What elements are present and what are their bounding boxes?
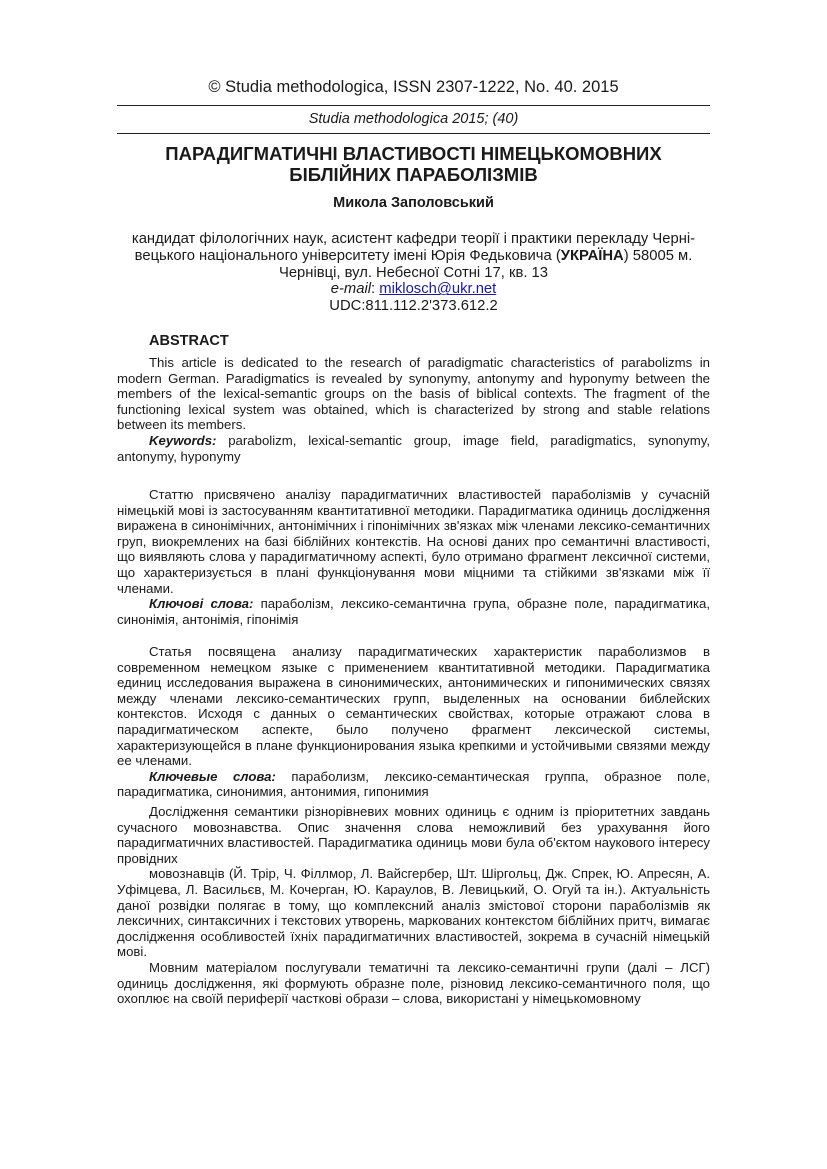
title-line-1: ПАРАДИГМАТИЧНІ ВЛАСТИВОСТІ НІМЕЦЬКОМОВНИХ (165, 143, 662, 164)
abstract-heading: ABSTRACT (149, 333, 229, 349)
keywords-list: parabolizm, lexical-semantic group, image field, paradigmatics, synonymy, antonymy, hyponymy (117, 432, 710, 464)
email-label: e-mail (330, 281, 372, 298)
title-line-2: БІБЛІЙНИХ ПАРАБОЛІЗМІВ (289, 164, 538, 185)
header-rule-bottom (117, 133, 710, 134)
header-rule-top (117, 105, 710, 106)
email-separator: : (371, 281, 380, 298)
abstract-english (117, 355, 710, 464)
keywords-english (117, 433, 710, 464)
author-name: Микола Заполовський (333, 195, 494, 211)
body-paragraph: Дослідження семантики різнорівневих мовних одиниць є одним із пріоритетних завдань сучасного мовознавства. Опис значення слова неможливий без урахування його парадигматичних властивостей. Парадигматика одиниць мови була об'єктом наукового інтересу провідних (117, 804, 710, 866)
email-line (117, 281, 710, 298)
keywords-ukrainian (117, 596, 710, 627)
country: УКРАЇНА (560, 247, 624, 264)
abstract-russian (117, 644, 710, 800)
abstract-ukrainian-text: Статтю присвячено аналізу парадигматичних властивостей параболізмів у сучасній німецькій мові із застосуванням квантитативної методики. Парадигматика одиниць дослідження виражена в синонімічних, антонімічних і гіпонімічних зв'язках між членами лексико-семантичних груп, виокремлених на базі біблійних контекстів. На основі даних про семантичні властивості, що виявляють слова у парадигматичному аспекті, було отримано фрагмент лексичної системи, що характеризується в плані функціонування мови міцними та стійкими зв'язками між її членами. (117, 487, 710, 596)
email-link[interactable]: miklosch@ukr.net (379, 281, 497, 298)
affiliation-line-2 (117, 248, 710, 265)
author-affiliation (117, 231, 710, 315)
keywords-label: Ключевые слова: (149, 768, 276, 784)
article-title (117, 143, 710, 185)
abstract-russian-text: Статья посвящена анализу парадигматических характеристик параболизмов в современном немецком языке с применением квантитативной методики. Парадигматика единиц исследования выражена в синонимических, антонимических и гипонимических связях между членами лексико-семантических групп, выделенных на основании библейских контекстов. Исходя с данных о семантических свойствах, которые отражают слова в парадигматическом аспекте, было получено фрагмент лексической системы, характеризующейся в плане функционирования языка крепкими и устойчивыми связями между ее членами. (117, 644, 710, 769)
affiliation-line-2-post: ) 58005 м. (623, 247, 693, 264)
body-paragraph: мовознавців (Й. Трір, Ч. Філлмор, Л. Вайсгербер, Шт. Шіргольц, Дж. Спрек, Ю. Апресян, А. Уфімцева, Л. Васильєв, М. Кочерган, Ю. Караулов, В. Левицький, О. Огуй та ін.). Актуальність даної розвідки полягає в тому, що комплексний аналіз змістової сторони параболізмів як лексичних, синтаксичних і текстових утворень, маркованих контекстом біблійних притч, вимагає дослідження особливостей їхніх парадигматичних властивостей, зокрема в сучасній німецькій мові. (117, 866, 710, 960)
citation-line: Studia methodologica 2015; (40) (308, 111, 519, 127)
abstract-ukrainian (117, 487, 710, 627)
keywords-russian (117, 769, 710, 800)
body-text (117, 804, 710, 1007)
udc-code: UDC:811.112.2'373.612.2 (329, 298, 498, 315)
affiliation-line-2-pre: вецького національного університету імені Юрія Федьковича ( (134, 247, 561, 264)
affiliation-line-1: кандидат філологічних наук, асистент кафедри теорії і практики перекладу Черні- (131, 231, 696, 247)
journal-header: © Studia methodologica, ISSN 2307-1222, No. 40. 2015 (208, 78, 619, 96)
keywords-label: Keywords: (149, 432, 217, 448)
keywords-label: Ключові слова: (149, 596, 254, 612)
keywords-list: параболізм, лексико-семантична група, образне поле, парадигматика, синонімія, антонімія, гіпонімія (117, 596, 711, 627)
abstract-english-text: This article is dedicated to the research of paradigmatic characteristics of parabolizms in modern German. Paradigmatics is revealed by synonymy, antonymy and hyponymy between the members of the lexical-semantic groups on the basis of biblical contexts. The fragment of the functioning lexical system was obtained, which is characterized by strong and stable relations between its members. (117, 355, 710, 433)
address-line: Чернівці, вул. Небесної Сотні 17, кв. 13 (278, 264, 549, 281)
body-paragraph: Мовним матеріалом послугували тематичні та лексико-семантичні групи (далі – ЛСГ) одиниць дослідження, які формують образне поле, різновид лексико-семантичного поля, що охоплює на своїй периферії часткові образи – слова, використані у німецькомовному (117, 959, 710, 1007)
keywords-list: параболизм, лексико-семантическая группа, образное поле, парадигматика, синонимия, антонимия, гипонимия (117, 768, 710, 800)
